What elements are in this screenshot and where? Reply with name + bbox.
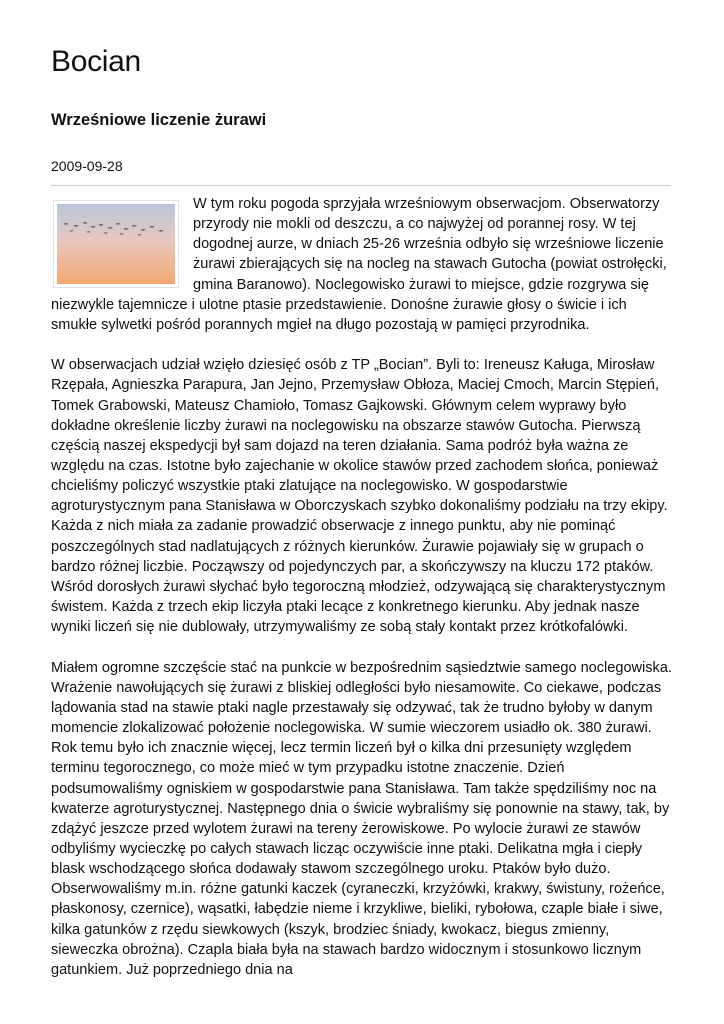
post-date: 2009-09-28	[51, 158, 123, 174]
post-title[interactable]: Wrześniowe liczenie żurawi	[51, 111, 267, 129]
paragraph-3: Miałem ogromne szczęście stać na punkcie w bezpośrednim sąsiedztwie samego noclegowiska. Wrażenie nawołujących się żurawi z bliskiej odległości było niesamowite. Co ciekawe, podczas lądowania stad na stawie ptaki nagle przestawały się odzywać, tak że trudno byłoby w danym momencie zlokalizować położenie noclegowiska. W sumie wieczorem usiadło ok. 380 żurawi. Rok temu było ich znacznie więcej, lecz termin liczeń był o kilka dni przesunięty względem terminu tegorocznego, co może mieć w tym przypadku istotne znaczenie. Dzień podsumowaliśmy ogniskiem w gospodarstwie pana Stanisława. Tam także spędziliśmy noc na kwaterze agroturystycznej. Następnego dnia o świcie wybraliśmy się ponownie na stawy, tak, by zdążyć jeszcze przed wylotem żurawi na tereny żerowiskowe. Po wylocie żurawi ze stawów odbyliśmy wycieczkę po całych stawach licząc oczywiście inne ptaki. Delikatna mgła i ciepły blask wschodzącego słońca dodawały stawom szczególnego uroku. Ptaków było dużo. Obserwowaliśmy m.in. różne gatunki kaczek (cyraneczki, krzyżówki, krakwy, świstuny, rożeńce, płaskonosy, czernice), wąsatki, łabędzie nieme i krzykliwe, bieliki, rybołowa, czaple białe i siwe, kilka gatunków z rzędu siewkowych (kszyk, brodziec śniady, kwokacz, biegus zmienny, sieweczka obrożna). Czapla biała była na stawach bardzo widocznym i stosunkowo licznym gatunkiem. Już poprzedniego dnia na	[51, 659, 672, 978]
paragraph-2: W obserwacjach udział wzięło dziesięć osób z TP „Bocian”. Byli to: Ireneusz Kaługa, Mirosław Rzępała, Agnieszka Parapura, Jan Jejno, Przemysław Obłoza, Maciej Cmoch, Marcin Stępień, Tomek Grabowski, Mateusz Chamioło, Tomasz Gajkowski. Głównym celem wyprawy było dokładne określenie liczby żurawi na noclegowisku na obszarze stawów Gutocha. Pierwszą częścią naszej ekspedycji był sam dojazd na teren działania. Sama podróż była ważna ze względu na czas. Istotne było zajechanie w okolice stawów przed zachodem słońca, ponieważ chcieliśmy policzyć wszystkie ptaki zlatujące na noclegowisko. W gospodarstwie agroturystycznym pana Stanisława w Oborczyskach szybko dokonaliśmy podziału na trzy ekipy. Każda z nich miała za zadanie prowadzić obserwacje z innego punktu, aby nie pominąć poszczególnych stad nadlatujących z różnych kierunków. Żurawie pojawiały się w grupach o bardzo różnej liczbie. Począwszy od pojedynczych par, a skończywszy na kluczu 172 ptaków. Wśród dorosłych żurawi słychać było tegoroczną młodzież, odzywającą się charakterystycznym świstem. Każda z trzech ekip liczyła ptaki lecące z konkretnego kierunku. Aby jednak nasze wyniki liczeń się nie dublowały, utrzymywaliśmy ze sobą stały kontakt przez krótkofalówki.	[51, 357, 668, 636]
post-content	[51, 194, 672, 980]
divider	[51, 185, 671, 186]
cranes-at-dawn-image	[57, 204, 175, 284]
post-image[interactable]	[53, 200, 179, 288]
paragraph-1: W tym roku pogoda sprzyjała wrześniowym obserwacjom. Obserwatorzy przyrody nie mokli od deszczu, a co najwyżej od porannej rosy. W tej dogodnej aurze, w dniach 25-26 września odbyło się wrześniowe liczenie żurawi zbierających się na nocleg na stawach Gutocha (powiat ostrołęcki, gmina Baranowo). Noclegowisko żurawi to miejsce, gdzie rozgrywa się niezwykle tajemnicze i ulotne ptasie przedstawienie. Donośne żurawie głosy o świcie i ich smukłe sylwetki pośród porannych mgieł na długo pozostają w pamięci przyrodnika.	[51, 196, 667, 333]
site-title[interactable]: Bocian	[51, 45, 141, 78]
